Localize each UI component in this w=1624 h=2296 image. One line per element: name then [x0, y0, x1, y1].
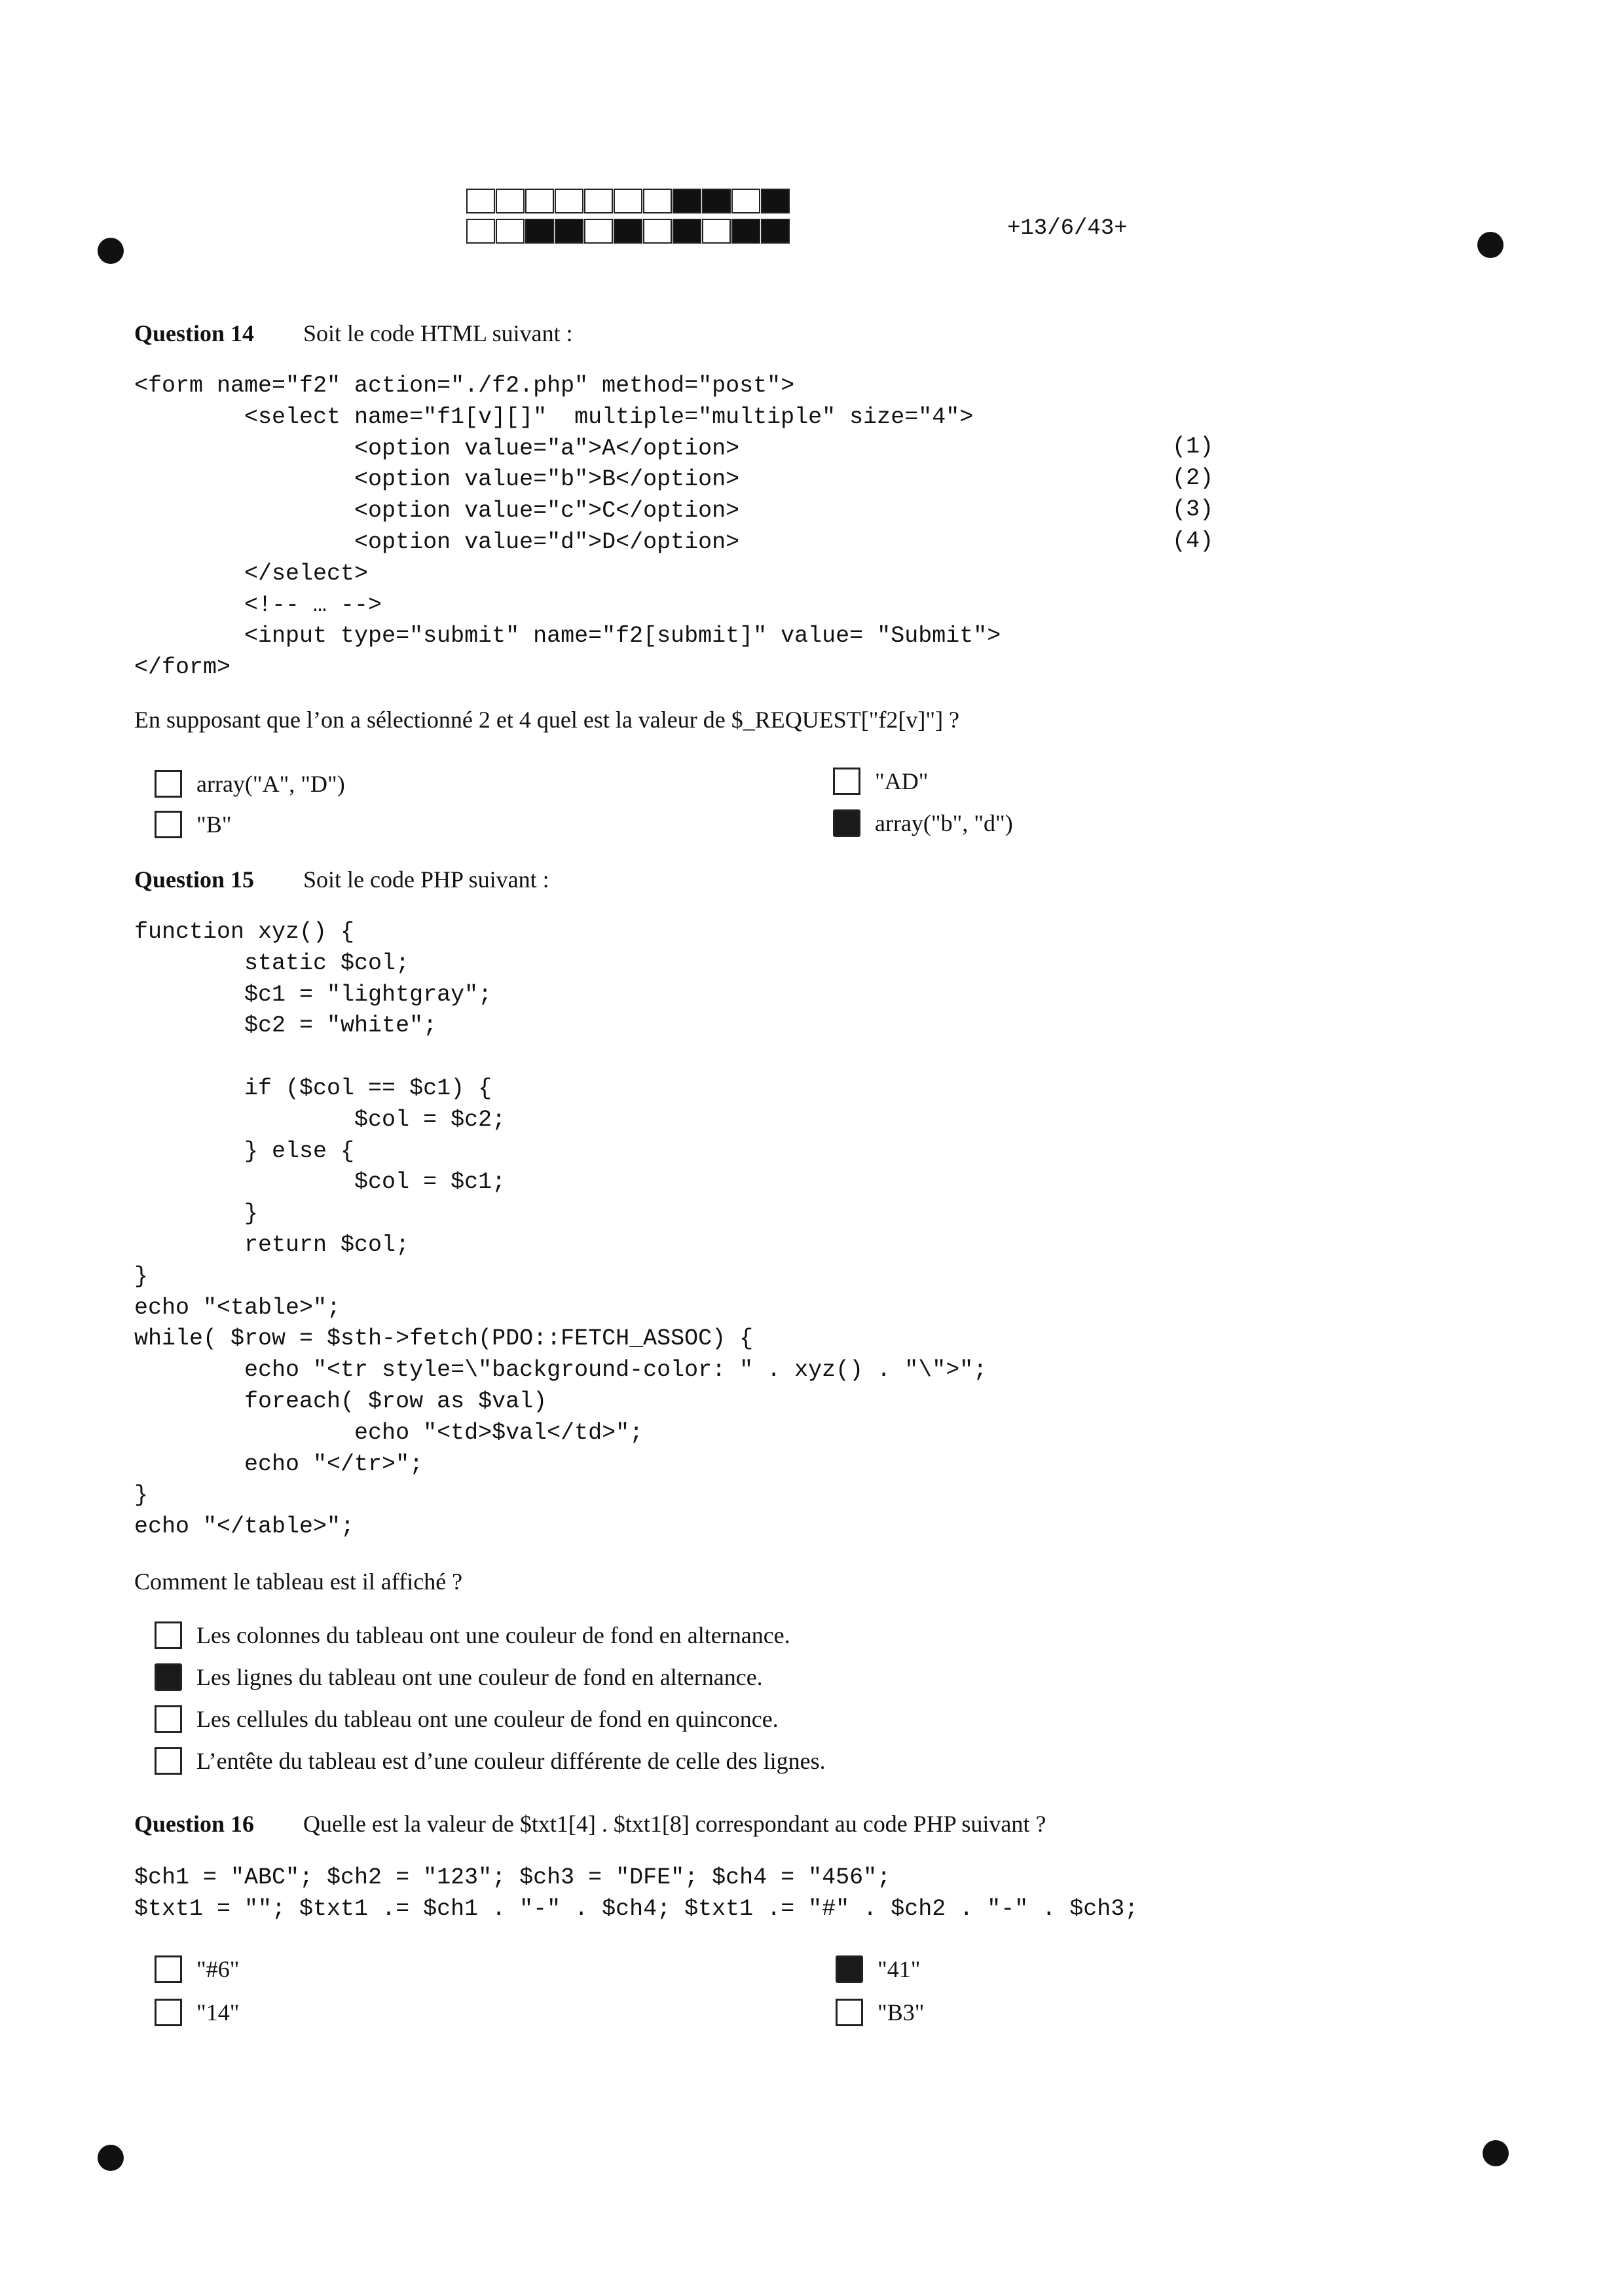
barcode-cell	[496, 219, 525, 244]
barcode-cell	[643, 189, 672, 213]
q15-answer-4[interactable]	[155, 1747, 826, 1775]
barcode-cell	[584, 219, 613, 244]
question-16-label: Question 16	[134, 1811, 255, 1837]
barcode-cell	[466, 189, 495, 213]
answer-label: L’entête du tableau est d’une couleur différente de celle des lignes.	[196, 1748, 826, 1774]
registration-mark-top-left	[98, 238, 124, 264]
checkbox[interactable]	[155, 770, 182, 798]
barcode-bottom-row	[466, 219, 790, 244]
line-marker-4: (4)	[1172, 528, 1214, 554]
registration-mark-bottom-right	[1483, 2140, 1509, 2166]
q14-answer-3[interactable]	[155, 811, 231, 838]
page-identifier: +13/6/43+	[1007, 216, 1128, 241]
answer-label: "B"	[196, 811, 232, 838]
question-15-code: function xyz() { static $col; $c1 = "lightgray"; $c2 = "white"; if ($col == $c1) { $col = $c2; } else { $col = $c1; } return $col; } echo "<table>"; while( $row = $sth->fetch(PDO::FETCH_ASSOC) { echo "<tr style=\"background-color: " . xyz() . "\">"; foreach( $row as $val) echo "<td>$val</td>"; echo "</tr>"; } echo "</table>";	[134, 919, 987, 1540]
checkbox[interactable]	[833, 809, 860, 837]
question-15-prompt: Soit le code PHP suivant :	[303, 866, 549, 893]
q16-answer-3[interactable]	[155, 1999, 239, 2026]
q15-answer-1[interactable]	[155, 1621, 790, 1649]
barcode-top-row	[466, 189, 790, 213]
barcode-cell	[761, 219, 790, 244]
q14-answer-2[interactable]	[833, 768, 928, 795]
answer-label: Les cellules du tableau ont une couleur de fond en quinconce.	[196, 1706, 779, 1732]
question-15-heading	[134, 866, 549, 893]
question-14-text: En supposant que l’on a sélectionné 2 et 4 quel est la valeur de $_REQUEST["f2[v]"] ?	[134, 707, 960, 733]
q14-answer-1[interactable]	[155, 770, 345, 798]
checkbox[interactable]	[155, 1663, 182, 1691]
question-14-heading	[134, 320, 573, 347]
line-marker-3: (3)	[1172, 496, 1214, 523]
checkbox[interactable]	[155, 1747, 182, 1775]
barcode-cell	[525, 219, 554, 244]
answer-label: "41"	[877, 1956, 921, 1982]
checkbox[interactable]	[155, 1705, 182, 1733]
question-14-label: Question 14	[134, 320, 255, 346]
barcode-cell	[702, 219, 731, 244]
answer-label: array("b", "d")	[875, 810, 1013, 836]
q16-answer-1[interactable]	[155, 1955, 239, 1983]
barcode-cell	[466, 219, 495, 244]
barcode-cell	[525, 189, 554, 213]
q16-answer-4[interactable]	[836, 1999, 924, 2026]
checkbox[interactable]	[833, 768, 860, 795]
answer-label: "#6"	[196, 1956, 240, 1982]
checkbox[interactable]	[155, 1621, 182, 1649]
question-15-text: Comment le tableau est il affiché ?	[134, 1568, 463, 1595]
answer-label: Les lignes du tableau ont une couleur de fond en alternance.	[196, 1664, 763, 1690]
checkbox[interactable]	[836, 1999, 863, 2026]
line-marker-2: (2)	[1172, 465, 1214, 491]
q14-answer-4[interactable]	[833, 809, 1013, 837]
barcode-cell	[702, 189, 731, 213]
barcode-cell	[643, 219, 672, 244]
barcode-cell	[673, 189, 701, 213]
question-14-code: <form name="f2" action="./f2.php" method="post"> <select name="f1[v][]" multiple="multiple" size="4"> <option value="a">A</option> <option value="b">B</option> <option value="c">C</option> <option value="d">D</option> </select> <!-- … --> <input type="submit" name="f2[submit]" value= "Submit"> </form>	[134, 373, 1001, 681]
registration-mark-top-right	[1477, 232, 1504, 258]
line-marker-1: (1)	[1172, 434, 1214, 460]
question-15-label: Question 15	[134, 866, 255, 893]
question-16-prompt: Quelle est la valeur de $txt1[4] . $txt1[8] correspondant au code PHP suivant ?	[303, 1811, 1046, 1837]
checkbox[interactable]	[155, 1955, 182, 1983]
answer-label: Les colonnes du tableau ont une couleur de fond en alternance.	[196, 1622, 790, 1648]
answer-label: "14"	[196, 1999, 240, 2026]
barcode-cell	[731, 189, 760, 213]
barcode-cell	[555, 219, 583, 244]
checkbox[interactable]	[836, 1955, 863, 1983]
barcode-cell	[761, 189, 790, 213]
checkbox[interactable]	[155, 1999, 182, 2026]
question-16-heading	[134, 1810, 1046, 1838]
answer-label: array("A", "D")	[196, 771, 345, 797]
answer-label: "AD"	[875, 768, 929, 794]
answer-label: "B3"	[877, 1999, 925, 2026]
barcode-cell	[614, 189, 642, 213]
q15-answer-2[interactable]	[155, 1663, 763, 1691]
q15-answer-3[interactable]	[155, 1705, 779, 1733]
barcode-cell	[731, 219, 760, 244]
registration-mark-bottom-left	[98, 2145, 124, 2171]
barcode-cell	[614, 219, 642, 244]
question-14-prompt: Soit le code HTML suivant :	[303, 320, 573, 346]
q16-answer-2[interactable]	[836, 1955, 920, 1983]
checkbox[interactable]	[155, 811, 182, 838]
barcode-cell	[496, 189, 525, 213]
barcode-cell	[555, 189, 583, 213]
question-16-code: $ch1 = "ABC"; $ch2 = "123"; $ch3 = "DFE"; $ch4 = "456"; $txt1 = ""; $txt1 .= $ch1 . "-" . $ch4; $txt1 .= "#" . $ch2 . "-" . $ch3;	[134, 1864, 1139, 1922]
barcode-cell	[673, 219, 701, 244]
barcode-cell	[584, 189, 613, 213]
